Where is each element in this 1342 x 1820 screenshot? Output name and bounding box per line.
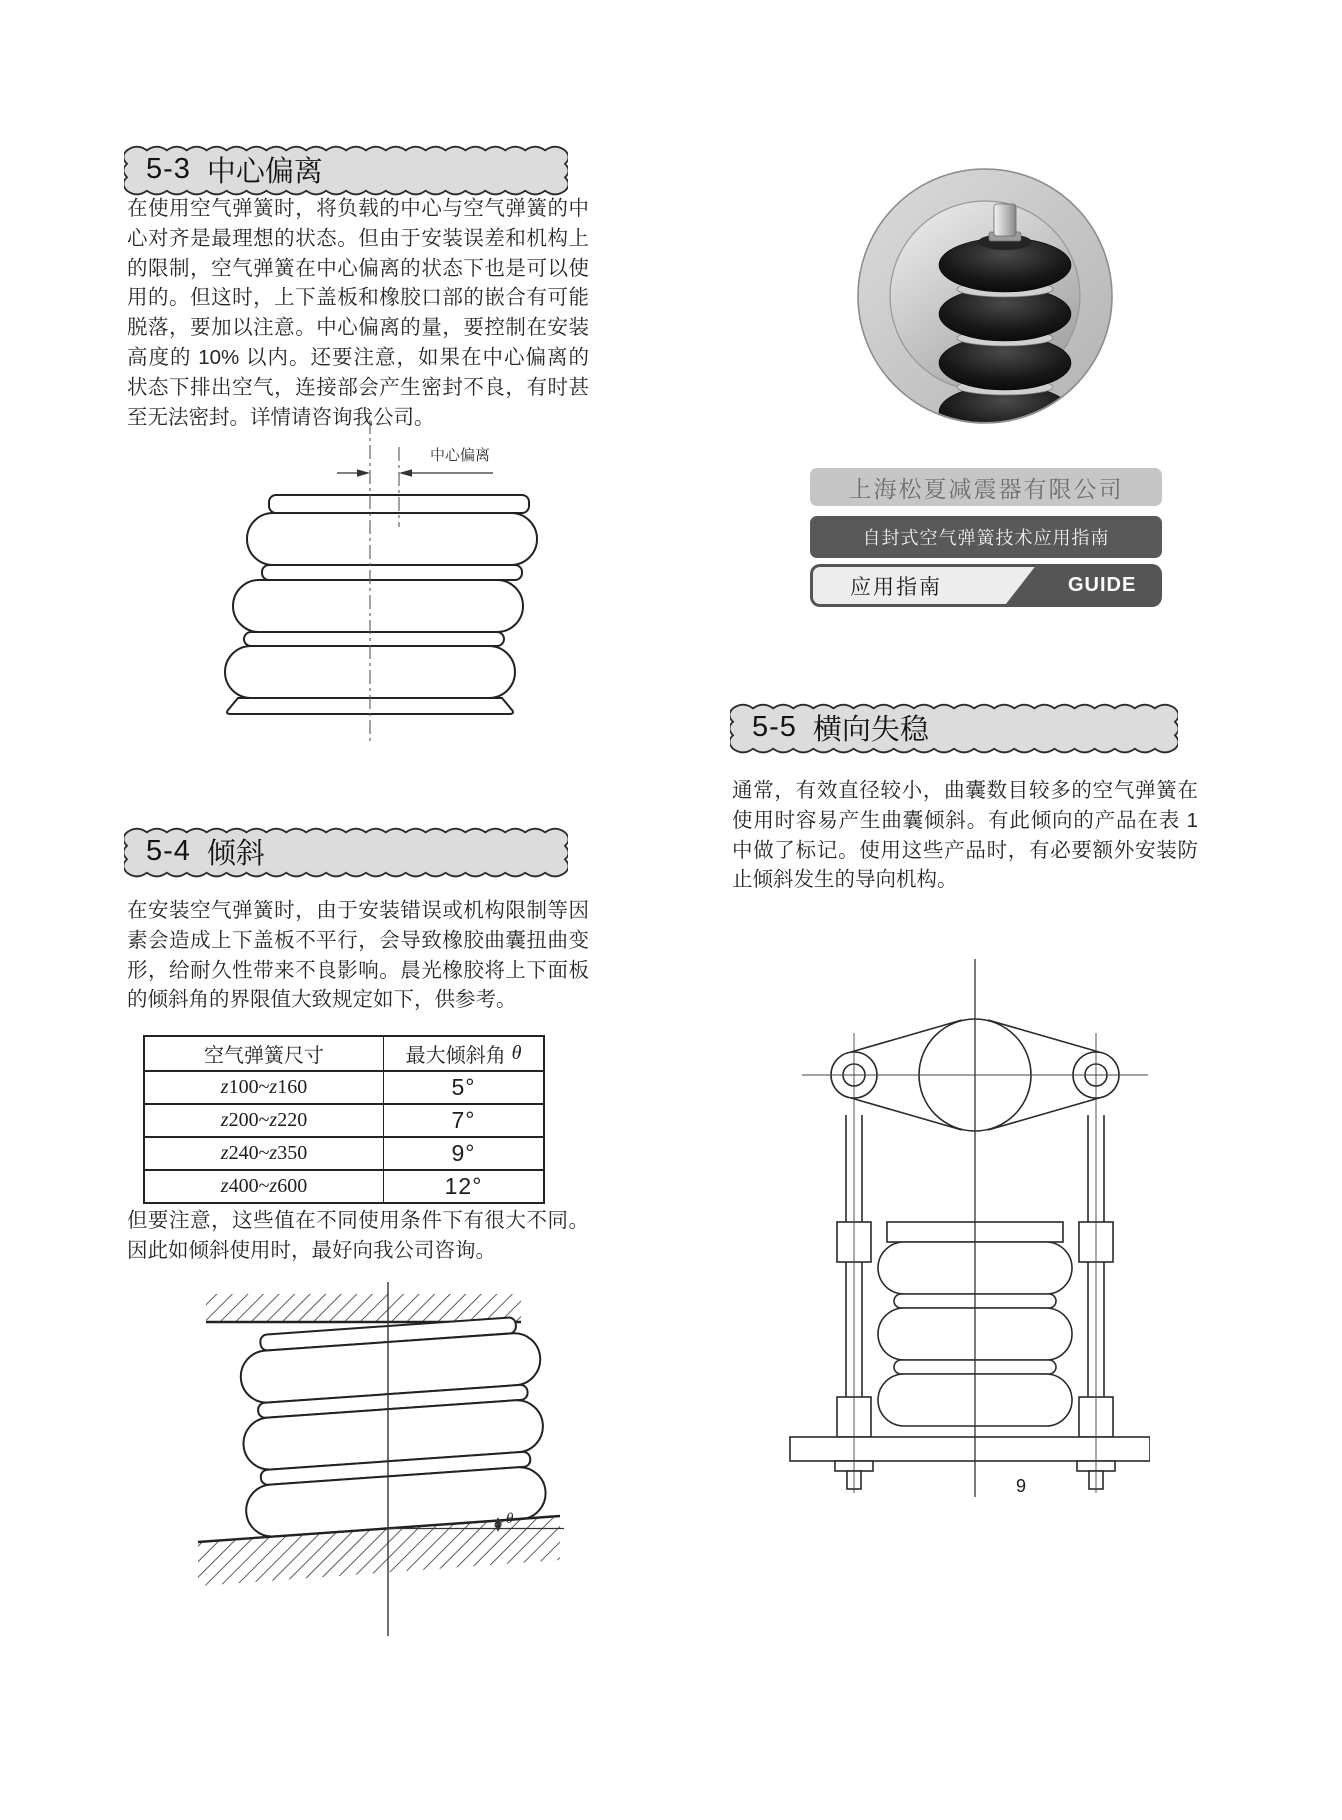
guide-tab-banner — [810, 564, 1162, 607]
guide-tab-en: GUIDE — [1067, 574, 1137, 596]
section-header-5-4 — [124, 822, 568, 880]
theta-symbol: θ — [511, 1042, 522, 1064]
section-number: 5-5 — [752, 710, 797, 743]
max-angle: 7° — [451, 1107, 476, 1133]
paragraph-5-5: 通常，有效直径较小，曲囊数目较多的空气弹簧在使用时容易产生曲囊倾斜。有此倾向的产品在表 1 中做了标记。使用这些产品时，有必要额外安装防止倾斜发生的导向机构。 — [732, 779, 1198, 892]
section-header-5-3 — [124, 140, 568, 198]
offset-label: 中心偏离 — [430, 448, 491, 464]
company-banner — [810, 468, 1162, 506]
header-size: 空气弹簧尺寸 — [145, 1037, 384, 1070]
size-range: z 400~ z 600 — [145, 1171, 384, 1202]
table-row — [145, 1169, 543, 1202]
bellows-drawing — [225, 495, 537, 714]
section-title-text: 中心偏离 — [206, 155, 323, 188]
section-title-5-3 — [146, 140, 323, 198]
note-5-4: 但要注意，这些值在不同使用条件下有很大不同。因此如倾斜使用时，最好向我公司咨询。 — [127, 1209, 589, 1262]
tilt-angle-table — [143, 1035, 545, 1204]
paragraph-5-3: 在使用空气弹簧时，将负载的中心与空气弹簧的中心对齐是最理想的状态。但由于安装误差和机构上的限制，空气弹簧在中心偏离的状态下也是可以使用的。但这时，上下盖板和橡胶口部的嵌合有可能脱落，要加以注意。中心偏离的量，要控制在安装高度的 10% 以内。还要注意，如果在中心偏离的状态下排出空气，连接部会产生密封不良，有时甚至无法密封。详情请咨询我公司。 — [127, 197, 589, 429]
table-header-row — [145, 1037, 543, 1070]
section-number: 5-4 — [146, 834, 191, 867]
size-range: z 100~ z 160 — [145, 1072, 384, 1103]
section-number: 5-3 — [146, 152, 191, 185]
paragraph-5-4: 在安装空气弹簧时，由于安装错误或机构限制等因素会造成上下盖板不平行，会导致橡胶曲囊扭曲变形，给耐久性带来不良影响。晨光橡胶将上下面板的倾斜角的界限值大致规定如下，供参考。 — [127, 899, 589, 1012]
max-angle: 5° — [451, 1074, 476, 1100]
size-range: z 200~ z 220 — [145, 1105, 384, 1136]
ceiling-hatch — [206, 1294, 521, 1322]
max-angle: 9° — [451, 1140, 476, 1166]
company-name: 上海松夏减震器有限公司 — [848, 475, 1124, 502]
product-photo — [855, 166, 1115, 426]
dimension-arrows — [357, 469, 412, 477]
guide-tab-cn: 应用指南 — [850, 575, 942, 599]
section-header-5-5 — [730, 698, 1178, 756]
section-title-5-4 — [146, 822, 265, 880]
figure-center-offset-drawing — [150, 392, 560, 754]
table-row — [145, 1070, 543, 1103]
tilt-theta-label: θ — [506, 1511, 514, 1527]
section-title-text: 横向失稳 — [812, 713, 929, 746]
page-number: 9 — [1016, 1476, 1027, 1496]
section-title-5-5 — [752, 698, 929, 756]
section-title-text: 倾斜 — [206, 837, 265, 870]
header-angle-text: 最大倾斜角 — [405, 1045, 506, 1067]
size-range: z 240~ z 350 — [145, 1138, 384, 1169]
guide-subtitle: 自封式空气弹簧技术应用指南 — [862, 528, 1110, 548]
figure-tilt-drawing — [168, 1280, 570, 1642]
table-row — [145, 1136, 543, 1169]
figure-guide-mechanism-drawing — [650, 945, 1150, 1505]
tilted-bellows — [234, 1316, 551, 1539]
header-angle — [384, 1037, 543, 1070]
table-row — [145, 1103, 543, 1136]
subtitle-banner — [810, 516, 1162, 558]
max-angle: 12° — [444, 1173, 483, 1199]
